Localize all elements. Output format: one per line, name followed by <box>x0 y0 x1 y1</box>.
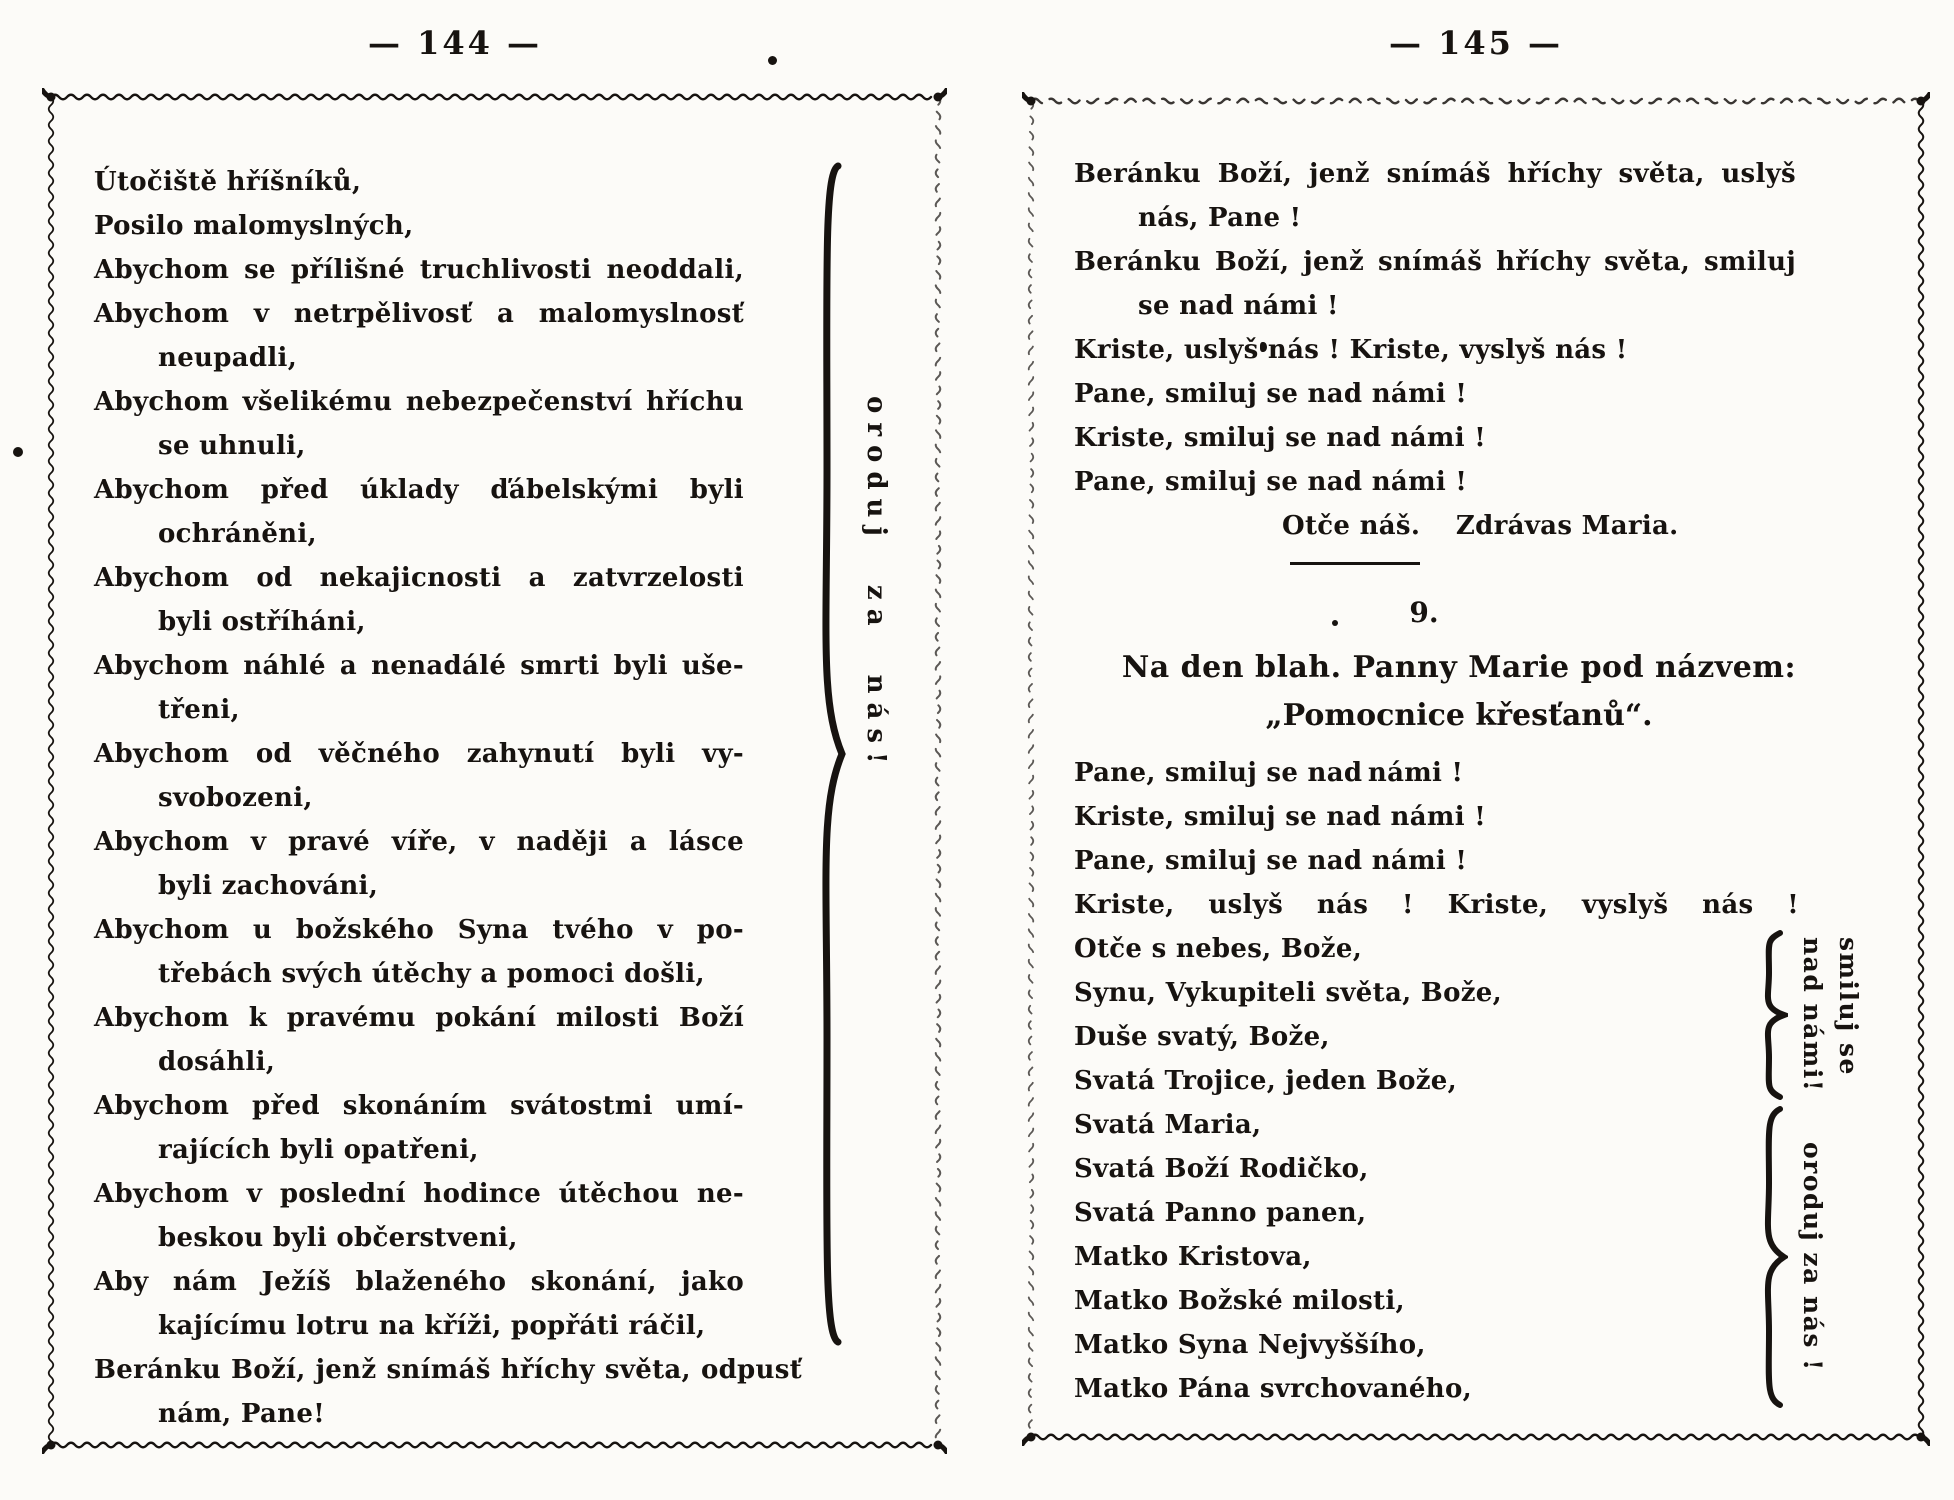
vertical-response-line: oroduj za nás ! <box>1798 1142 1827 1372</box>
text-line: Duše svatý, Bože, <box>1074 1022 1330 1052</box>
text-line: beskou byli občerstveni, <box>158 1223 518 1253</box>
text-line: neupadli, <box>158 343 298 373</box>
ink-speck <box>13 447 23 457</box>
section-divider <box>1290 562 1420 565</box>
litany-invocations <box>1074 751 1799 927</box>
new-litany-section <box>1074 751 1906 1411</box>
curly-brace-group-1 <box>1754 927 1788 1103</box>
text-line: Kriste, smiluj se nad námi ! <box>1074 802 1486 832</box>
text-line: Otče s nebes, Bože, <box>1074 934 1363 964</box>
text-line: Pane, smiluj se nad námi ! <box>1074 467 1468 497</box>
text-line: Matko Syna Nejvyššího, <box>1074 1330 1426 1360</box>
vertical-response-oroduj-za-nas <box>858 396 894 772</box>
text-line: nás, Pane ! <box>1138 203 1302 233</box>
vertical-response-line: oroduj za nás! <box>861 395 891 773</box>
page-number-right: — 145 — <box>1388 24 1564 62</box>
text-line: Abychom od nekajicnosti a zatvrzelosti <box>94 563 744 593</box>
text-line: Abychom všelikému nebezpečenství hříchu <box>94 387 744 417</box>
text-line: Otče náš. Zdrávas Maria. <box>1282 511 1679 541</box>
text-line: třeni, <box>158 695 240 725</box>
ink-speck <box>768 56 777 65</box>
text-line: Abychom u božského Syna tvého v po- <box>94 915 744 945</box>
text-line: byli zachováni, <box>158 871 379 901</box>
text-line: Kriste, uslyš nás ! Kriste, vyslyš nás ! <box>1074 890 1799 920</box>
text-line: Abychom v netrpělivosť a malomyslnosť <box>94 299 744 329</box>
text-line: Svatá Panno panen, <box>1074 1198 1367 1228</box>
litany-with-brace <box>94 160 921 1348</box>
litany-left-column <box>94 160 744 1348</box>
page-144 <box>42 88 947 1454</box>
text-line: Beránku Boží, jenž snímáš hříchy světa, smiluj <box>1074 247 1796 277</box>
text-line: Synu, Vykupiteli světa, Bože, <box>1074 978 1502 1008</box>
text-line: Abychom od věčného zahynutí byli vy- <box>94 739 744 769</box>
litany-group-2 <box>1074 1103 1906 1411</box>
page-145-content <box>1022 92 1930 1446</box>
text-line: Kriste, smiluj se nad námi ! <box>1074 423 1486 453</box>
litany-group-1 <box>1074 927 1906 1103</box>
text-line: Matko Božské milosti, <box>1074 1286 1405 1316</box>
text-line: Abychom náhlé a nenadálé smrti byli uše- <box>94 651 744 681</box>
text-line: Svatá Maria, <box>1074 1110 1262 1140</box>
text-line: Matko Pána svrchovaného, <box>1074 1374 1472 1404</box>
text-line: Útočiště hříšníků, <box>94 167 362 197</box>
text-line: Abychom se přílišné truchlivosti neoddali, <box>94 255 744 285</box>
curly-brace-left-page <box>812 160 846 1348</box>
text-line: Matko Kristova, <box>1074 1242 1312 1272</box>
page-145 <box>1022 92 1930 1446</box>
litany-closing-lines <box>94 1348 802 1436</box>
text-line: Pane, smiluj se nad námi ! <box>1074 846 1468 876</box>
text-line: Pane, smiluj se nad námi ! <box>1074 379 1468 409</box>
page-144-content <box>42 88 947 1454</box>
text-line: Abychom před skonáním svátostmi umí- <box>94 1091 744 1121</box>
text-line: Abychom v poslední hodince útěchou ne- <box>94 1179 744 1209</box>
text-line: rajících byli opatřeni, <box>158 1135 479 1165</box>
text-line: svobozeni, <box>158 783 313 813</box>
text-line: Abychom k pravému pokání milosti Boží <box>94 1003 744 1033</box>
text-line: ochráněni, <box>158 519 317 549</box>
text-line: Kriste, uslyš nás ! Kriste, vyslyš nás ! <box>1074 335 1628 365</box>
text-line: Abychom v pravé víře, v naději a lásce <box>94 827 744 857</box>
vertical-response-smiluj-se <box>1794 937 1866 1092</box>
text-line: se uhnuli, <box>158 431 306 461</box>
text-line: Beránku Boží, jenž snímáš hříchy světa, uslyš <box>1074 159 1796 189</box>
page-number-left: — 144 — <box>367 24 543 62</box>
text-line: kajícímu lotru na kříži, popřáti ráčil, <box>158 1311 706 1341</box>
group-2-lines <box>1074 1103 1746 1411</box>
vertical-response-line: nad námi! <box>1798 937 1827 1093</box>
text-line: nám, Pane! <box>158 1399 325 1429</box>
text-line: Svatá Trojice, jeden Bože, <box>1074 1066 1457 1096</box>
text-line: Beránku Boží, jenž snímáš hříchy světa, odpusť <box>94 1355 802 1385</box>
text-line: se nad námi ! <box>1138 291 1339 321</box>
text-line: dosáhli, <box>158 1047 276 1077</box>
text-line: třebách svých útěchy a pomoci došli, <box>158 959 705 989</box>
section-number: 9. <box>1409 596 1439 629</box>
section-title-line2: „Pomocnice křesťanů“. <box>1265 698 1653 733</box>
text-line: byli ostříháni, <box>158 607 366 637</box>
vertical-response-line: smiluj se <box>1834 937 1863 1077</box>
text-line: Svatá Boží Rodičko, <box>1074 1154 1369 1184</box>
group-1-lines <box>1074 927 1746 1103</box>
section-title-line1: Na den blah. Panny Marie pod názvem: <box>1121 650 1797 685</box>
text-line: Abychom před úklady ďábelskými byli <box>94 475 744 505</box>
curly-brace-group-2 <box>1754 1103 1788 1411</box>
text-line: Pane, smiluj se nad námi ! <box>1074 758 1464 788</box>
vertical-response-oroduj-za-nas <box>1794 1142 1830 1372</box>
text-line: Aby nám Ježíš blaženého skonání, jako <box>94 1267 744 1297</box>
litany-ending-section <box>1074 152 1796 548</box>
text-line: Posilo malomyslných, <box>94 211 414 241</box>
